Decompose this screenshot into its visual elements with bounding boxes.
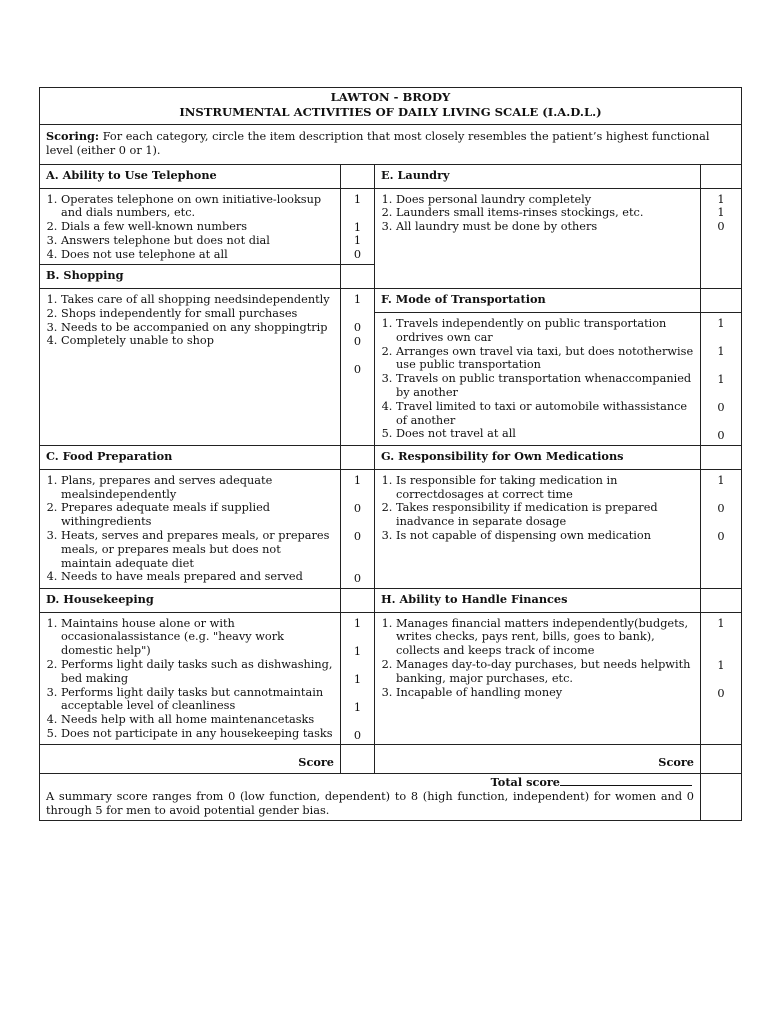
list-item[interactable]: 1. Maintains house alone or with occasionalassistance (e.g. "heavy work domestic help"): [61, 617, 334, 658]
point-value[interactable]: 1: [353, 672, 362, 686]
list-item[interactable]: 4. Needs help with all home maintenancetasks: [61, 713, 334, 727]
point-value[interactable]: 1: [353, 473, 362, 487]
point-value[interactable]: 0: [717, 686, 725, 700]
list-item[interactable]: 1. Takes care of all shopping needsindependently: [61, 293, 334, 307]
section-d-header: D. Housekeeping: [40, 588, 341, 612]
point-value[interactable]: 1: [717, 372, 725, 386]
point-value[interactable]: 0: [717, 428, 725, 442]
point-value[interactable]: 0: [353, 362, 362, 376]
total-score-label: Total score: [490, 775, 560, 790]
list-item[interactable]: 5. Does not participate in any housekeeping tasks: [61, 727, 334, 741]
section-b-header-points: [341, 264, 375, 288]
point-value[interactable]: 1: [353, 616, 362, 630]
section-d-points: [341, 612, 375, 745]
score-field-left[interactable]: [341, 745, 375, 774]
list-item[interactable]: 2. Launders small items-rinses stockings, etc.: [396, 206, 694, 220]
section-b-header: B. Shopping: [40, 264, 341, 288]
section-d-header-points: [341, 588, 375, 612]
list-item[interactable]: 3. Heats, serves and prepares meals, or prepares meals, or prepares meals but does not maintain adequate diet: [61, 529, 334, 570]
list-item[interactable]: 1. Operates telephone on own initiative-looksup and dials numbers, etc.: [61, 193, 334, 221]
section-e-points: [701, 188, 742, 288]
section-d-items: [40, 612, 341, 745]
score-field-right[interactable]: [701, 745, 742, 774]
point-value[interactable]: 0: [717, 220, 725, 234]
point-value[interactable]: 1: [717, 344, 725, 358]
point-value[interactable]: 0: [353, 529, 362, 543]
section-c-header-points: [341, 445, 375, 469]
section-b-points: [341, 288, 375, 445]
list-item[interactable]: 2. Takes responsibility if medication is prepared inadvance in separate dosage: [396, 501, 694, 529]
list-item[interactable]: 1. Travels independently on public transportation ordrives own car: [396, 317, 694, 345]
point-value[interactable]: 0: [353, 728, 362, 742]
section-c-header: C. Food Preparation: [40, 445, 341, 469]
point-value[interactable]: 1: [353, 192, 362, 206]
point-value[interactable]: 0: [353, 248, 362, 262]
section-g-points: [701, 469, 742, 588]
section-a-header-points: [341, 164, 375, 188]
list-item[interactable]: 1. Does personal laundry completely: [396, 193, 694, 207]
point-value[interactable]: 0: [353, 571, 362, 585]
section-g-header-points: [701, 445, 742, 469]
point-value[interactable]: 0: [717, 501, 725, 515]
section-h-header: H. Ability to Handle Finances: [375, 588, 701, 612]
section-c-items: [40, 469, 341, 588]
score-label-right: Score: [375, 745, 701, 774]
point-value[interactable]: 0: [353, 320, 362, 334]
list-item[interactable]: 2. Dials a few well-known numbers: [61, 220, 334, 234]
point-value[interactable]: 1: [717, 316, 725, 330]
section-e-header: E. Laundry: [375, 164, 701, 188]
list-item[interactable]: 3. Travels on public transportation whenaccompanied by another: [396, 372, 694, 400]
summary-points: [701, 774, 742, 820]
section-g-items: [375, 469, 701, 588]
list-item[interactable]: 3. Incapable of handling money: [396, 686, 694, 700]
title-line-2: INSTRUMENTAL ACTIVITIES OF DAILY LIVING SCALE (I.A.D.L.): [179, 105, 602, 119]
list-item[interactable]: 2. Manages day-to-day purchases, but needs helpwith banking, major purchases, etc.: [396, 658, 694, 686]
section-b-items: [40, 288, 341, 445]
section-h-points: [701, 612, 742, 745]
section-f-items: [375, 312, 701, 445]
point-value[interactable]: 0: [353, 501, 362, 515]
scoring-label: Scoring:: [46, 129, 100, 143]
list-item[interactable]: 1. Is responsible for taking medication in correctdosages at correct time: [396, 474, 694, 502]
section-f-points: [701, 312, 742, 445]
section-e-header-points: [701, 164, 742, 188]
point-value[interactable]: 1: [717, 192, 725, 206]
list-item[interactable]: 2. Performs light daily tasks such as dishwashing, bed making: [61, 658, 334, 686]
total-score: [40, 774, 700, 790]
section-h-items: [375, 612, 701, 745]
list-item[interactable]: 4. Does not use telephone at all: [61, 248, 334, 262]
point-value[interactable]: 1: [717, 658, 725, 672]
section-a-header: A. Ability to Use Telephone: [40, 164, 341, 188]
list-item[interactable]: 1. Plans, prepares and serves adequate mealsindependently: [61, 474, 334, 502]
summary-cell: [40, 774, 701, 820]
section-a-points: [341, 188, 375, 264]
section-e-items: [375, 188, 701, 288]
point-value[interactable]: 1: [717, 473, 725, 487]
list-item[interactable]: 3. Performs light daily tasks but cannotmaintain acceptable level of cleanliness: [61, 686, 334, 714]
iadl-form: [39, 87, 741, 821]
form-title: [40, 88, 742, 125]
point-value[interactable]: 1: [353, 644, 362, 658]
summary-text: A summary score ranges from 0 (low function, dependent) to 8 (high function, independent) for women and 0 through 5 for men to avoid potential gender bias.: [46, 790, 694, 817]
list-item[interactable]: 2. Arranges own travel via taxi, but does nototherwise use public transportation: [396, 345, 694, 373]
list-item[interactable]: 3. Is not capable of dispensing own medication: [396, 529, 694, 543]
list-item[interactable]: 4. Travel limited to taxi or automobile withassistance of another: [396, 400, 694, 428]
section-a-items: [40, 188, 341, 264]
point-value[interactable]: 0: [717, 400, 725, 414]
list-item[interactable]: 5. Does not travel at all: [396, 427, 694, 441]
section-c-points: [341, 469, 375, 588]
list-item[interactable]: 4. Needs to have meals prepared and served: [61, 570, 334, 584]
list-item[interactable]: 3. Answers telephone but does not dial: [61, 234, 334, 248]
point-value[interactable]: 1: [717, 616, 725, 630]
title-line-1: LAWTON - BRODY: [330, 90, 451, 104]
list-item[interactable]: 1. Manages financial matters independently(budgets, writes checks, pays rent, bills, goes to bank), collects and keeps track of income: [396, 617, 694, 658]
section-h-header-points: [701, 588, 742, 612]
score-label-left: Score: [40, 745, 341, 774]
point-value[interactable]: 1: [353, 700, 362, 714]
list-item[interactable]: 3. All laundry must be done by others: [396, 220, 694, 234]
iadl-table: [39, 87, 742, 821]
scoring-text: For each category, circle the item description that most closely resembles the patient’s highest functional level (either 0 or 1).: [46, 130, 710, 157]
list-item[interactable]: 3. Needs to be accompanied on any shoppingtrip: [61, 321, 334, 335]
section-f-header-points: [701, 288, 742, 312]
point-value[interactable]: 1: [353, 220, 362, 234]
section-f-header: F. Mode of Transportation: [375, 288, 701, 312]
point-value[interactable]: 1: [353, 292, 362, 306]
section-g-header: G. Responsibility for Own Medications: [375, 445, 701, 469]
total-score-field[interactable]: [560, 774, 692, 786]
point-value[interactable]: 0: [717, 529, 725, 543]
list-item[interactable]: 2. Shops independently for small purchases: [61, 307, 334, 321]
point-value[interactable]: 1: [353, 234, 362, 248]
point-value[interactable]: 1: [717, 206, 725, 220]
point-value[interactable]: 0: [353, 334, 362, 348]
scoring-instructions: [40, 125, 742, 165]
list-item[interactable]: 4. Completely unable to shop: [61, 334, 334, 348]
list-item[interactable]: 2. Prepares adequate meals if supplied withingredients: [61, 501, 334, 529]
